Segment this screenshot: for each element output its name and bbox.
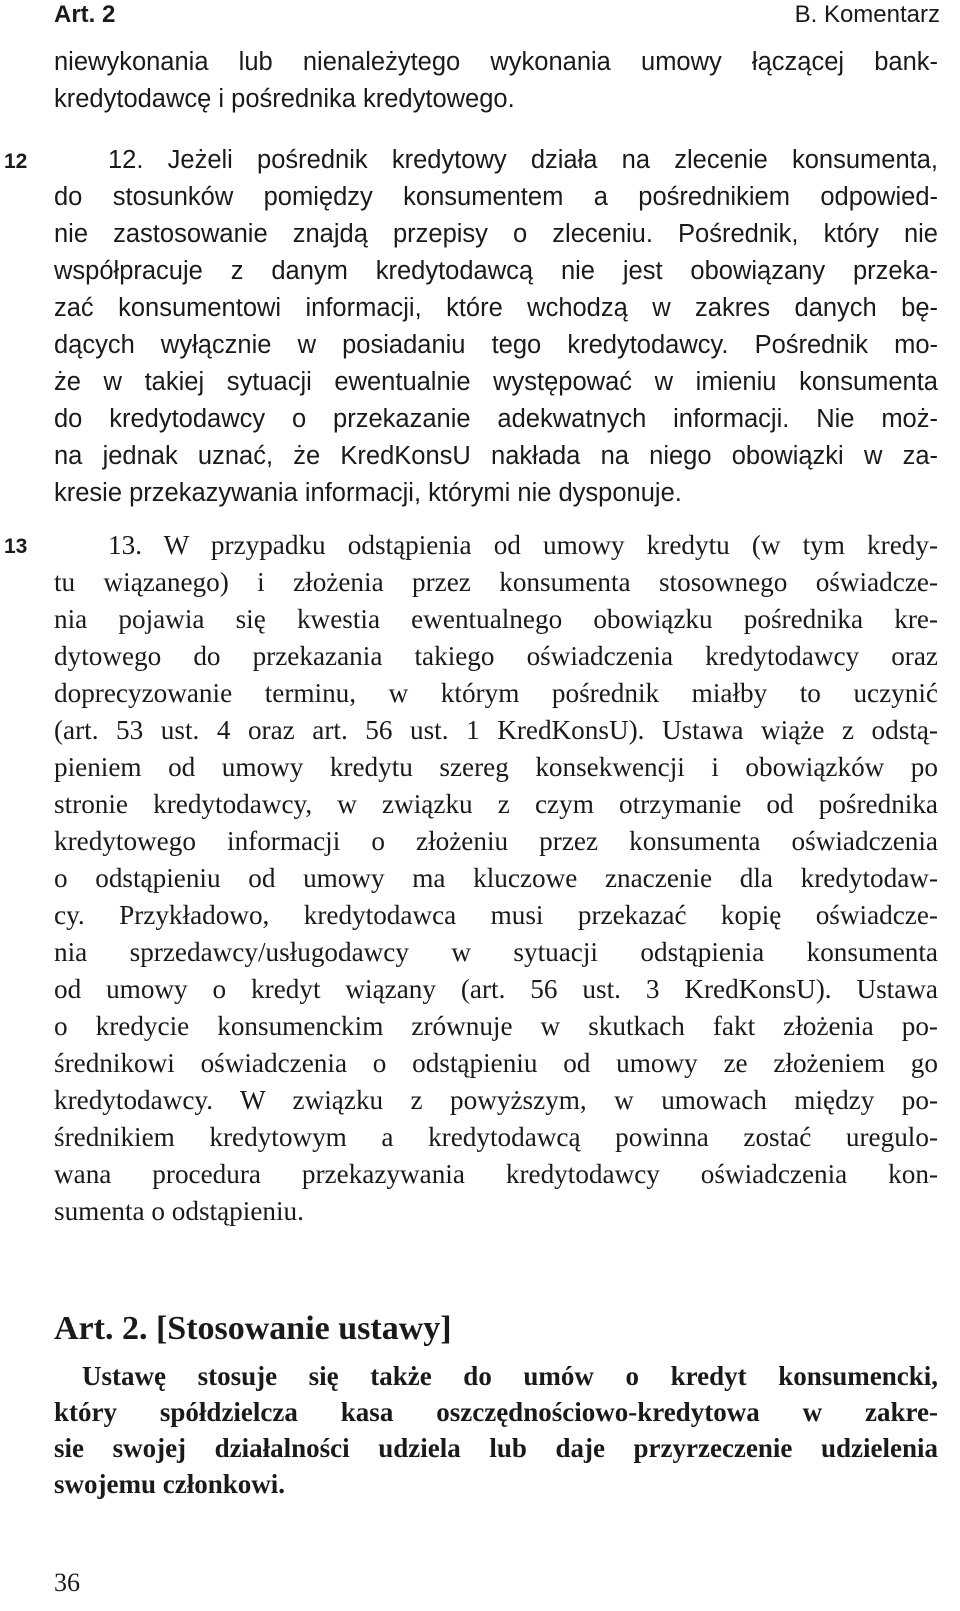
text-line: od umowy o kredyt wiązany (art. 56 ust. 3 KredKonsU). Ustawa	[54, 974, 938, 1004]
text-line: kredytowego informacji o złożeniu przez konsumenta oświadczenia	[54, 826, 938, 856]
text-line: nie zastosowanie znajdą przepisy o zleceniu. Pośrednik, który nie	[54, 220, 938, 248]
text-line: stronie kredytodawcy, w związku z czym otrzymanie od pośrednika	[54, 789, 938, 819]
text-line: który spółdzielcza kasa oszczędnościowo-kredytowa w zakre-	[54, 1397, 938, 1427]
text-line: średnikowi oświadczenia o odstąpieniu od umowy ze złożeniem go	[54, 1048, 938, 1078]
text-line: o kredycie konsumenckim zrównuje w skutkach fakt złożenia po-	[54, 1011, 938, 1041]
running-header-article: Art. 2	[54, 1, 116, 28]
paragraph-12	[54, 142, 938, 512]
text-line: sumenta o odstąpieniu.	[54, 1196, 304, 1226]
text-line: że w takiej sytuacji ewentualnie występować w imieniu konsumenta	[54, 368, 938, 396]
text-line: nia pojawia się kwestia ewentualnego obowiązku pośrednika kre-	[54, 604, 938, 634]
text-line: 12. Jeżeli pośrednik kredytowy działa na zlecenie konsumenta,	[108, 146, 938, 174]
text-line: (art. 53 ust. 4 oraz art. 56 ust. 1 KredKonsU). Ustawa wiąże z odstą-	[54, 715, 938, 745]
text-line: pieniem od umowy kredytu szereg konsekwencji i obowiązków po	[54, 752, 938, 782]
paragraph-13	[54, 527, 938, 1230]
text-line: cy. Przykładowo, kredytodawca musi przekazać kopię oświadcze-	[54, 900, 938, 930]
paragraph-continuation	[54, 44, 938, 118]
text-line: współpracuje z danym kredytodawcą nie jest obowiązany przeka-	[54, 257, 938, 285]
text-line: niewykonania lub nienależytego wykonania umowy łączącej bank-	[54, 48, 938, 76]
article-heading: Art. 2. [Stosowanie ustawy]	[54, 1310, 452, 1347]
text-line: dytowego do przekazania takiego oświadczenia kredytodawcy oraz	[54, 641, 938, 671]
margin-number-12: 12	[4, 150, 28, 173]
text-line: kredytodawcy. W związku z powyższym, w umowach między po-	[54, 1085, 938, 1115]
text-line: do kredytodawcy o przekazanie adekwatnych informacji. Nie moż-	[54, 405, 938, 433]
text-line: sie swojej działalności udziela lub daje przyrzeczenie udzielenia	[54, 1433, 938, 1463]
text-line: na jednak uznać, że KredKonsU nakłada na niego obowiązki w za-	[54, 442, 938, 470]
margin-number-13: 13	[4, 535, 28, 558]
running-header-section: B. Komentarz	[794, 1, 940, 28]
text-line: zać konsumentowi informacji, które wchodzą w zakres danych bę-	[54, 294, 938, 322]
page-number: 36	[54, 1568, 80, 1597]
text-line: kresie przekazywania informacji, którymi nie dysponuje.	[54, 479, 682, 507]
text-line: doprecyzowanie terminu, w którym pośrednik miałby to uczynić	[54, 678, 938, 708]
text-line: o odstąpieniu od umowy ma kluczowe znaczenie dla kredytodaw-	[54, 863, 938, 893]
text-line: wana procedura przekazywania kredytodawcy oświadczenia kon-	[54, 1159, 938, 1189]
text-line: tu wiązanego) i złożenia przez konsumenta stosownego oświadcze-	[54, 567, 938, 597]
text-line: do stosunków pomiędzy konsumentem a pośrednikiem odpowied-	[54, 183, 938, 211]
text-line: średnikiem kredytowym a kredytodawcą powinna zostać uregulo-	[54, 1122, 938, 1152]
text-line: kredytodawcę i pośrednika kredytowego.	[54, 85, 515, 113]
article-body	[54, 1358, 938, 1502]
text-line: nia sprzedawcy/usługodawcy w sytuacji odstąpienia konsumenta	[54, 937, 938, 967]
text-line: swojemu członkowi.	[54, 1469, 285, 1499]
text-line: 13. W przypadku odstąpienia od umowy kredytu (w tym kredy-	[108, 530, 938, 560]
text-line: dących wyłącznie w posiadaniu tego kredytodawcy. Pośrednik mo-	[54, 331, 938, 359]
text-line: Ustawę stosuje się także do umów o kredyt konsumencki,	[82, 1361, 938, 1391]
